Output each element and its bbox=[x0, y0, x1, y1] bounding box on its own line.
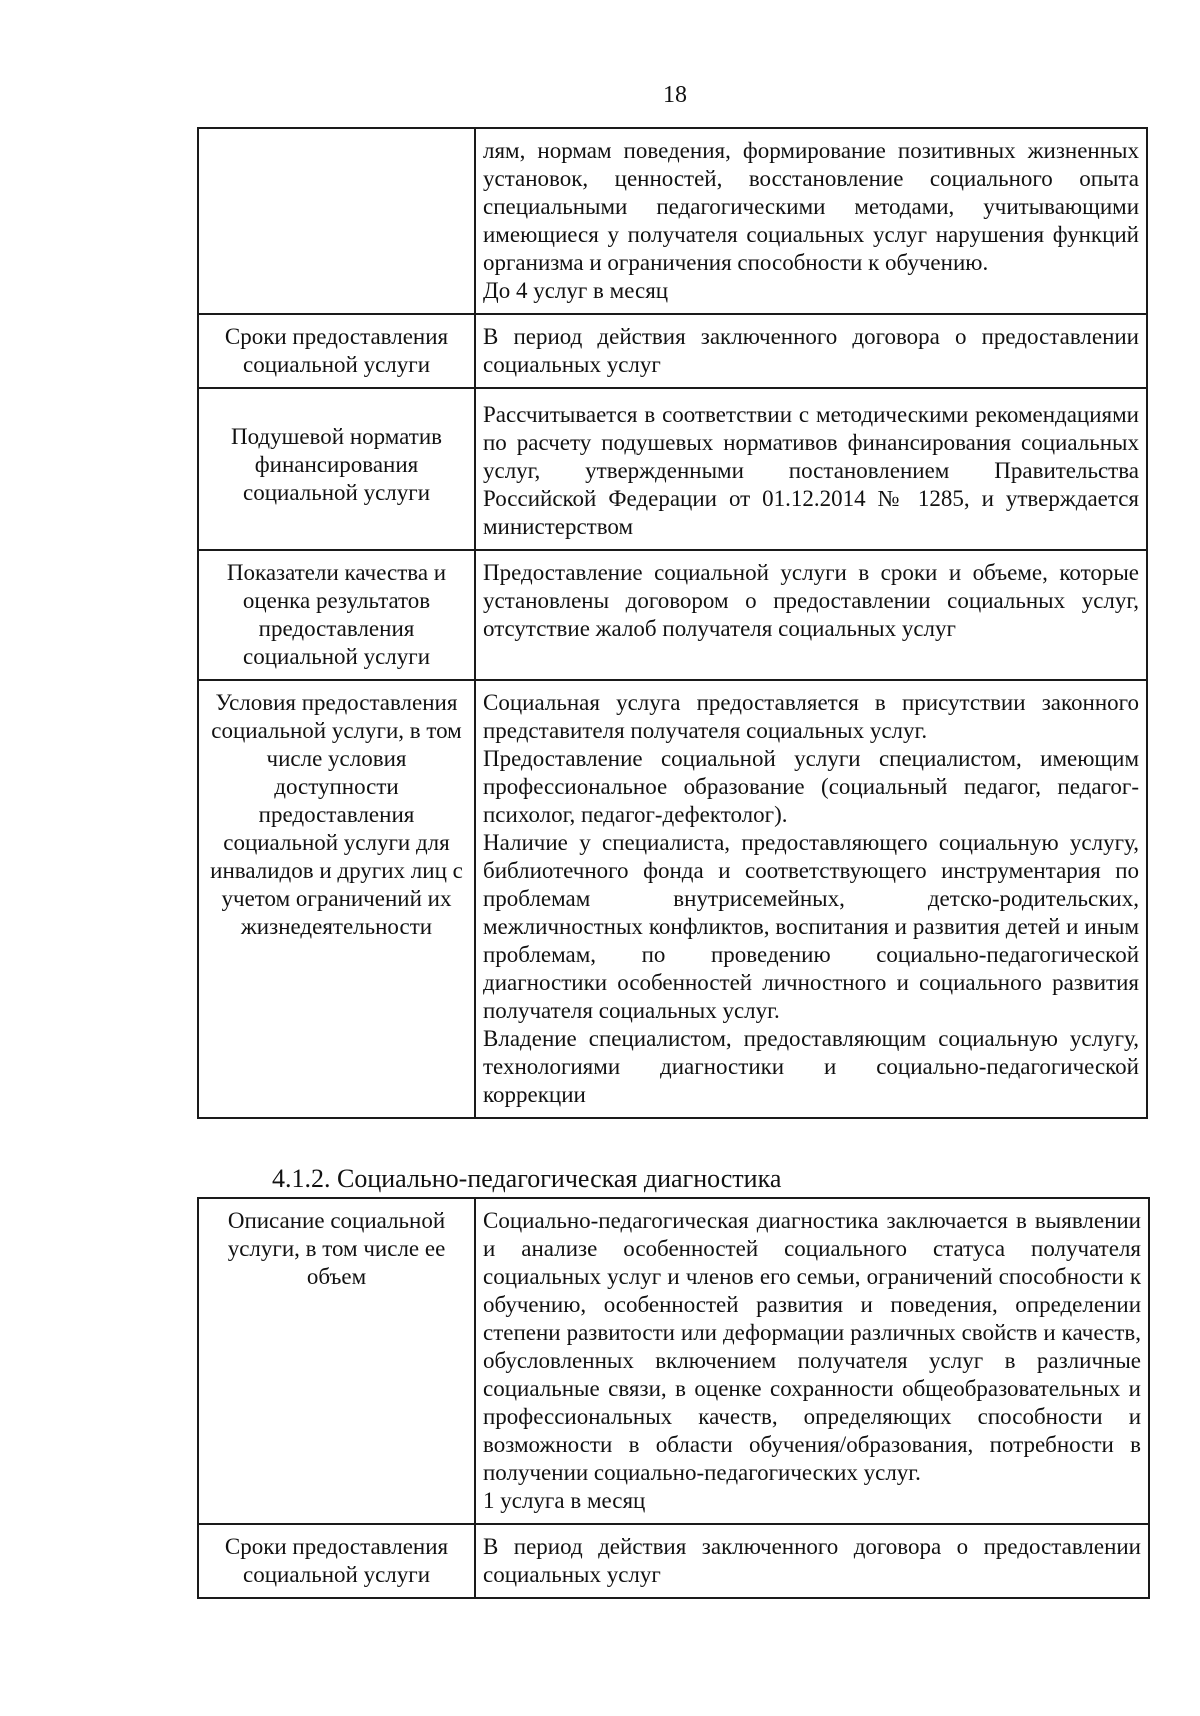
table-row-service-terms bbox=[198, 1524, 1149, 1598]
table-row-service-terms bbox=[198, 314, 1147, 388]
text-paragraph: Наличие у специалиста, предоставляющего социальную услугу, библиотечного фонда и соответствующего инструментария по проблемам внутрисемейных, детско-родительских, межличностных конфликтов, воспитания и развития детей и иным проблемам, по проведению социально-педагогической диагностики особенностей личностного и социального развития получателя социальных услуг. bbox=[483, 830, 1139, 1023]
text-paragraph: В период действия заключенного договора о предоставлении социальных услуг bbox=[483, 324, 1139, 377]
text-paragraph: Предоставление социальной услуги специалистом, имеющим профессиональное образование (социальный педагог, педагог-психолог, педагог-дефектолог). bbox=[483, 746, 1139, 827]
row-text bbox=[475, 314, 1147, 388]
text-paragraph: До 4 услуг в месяц bbox=[483, 278, 669, 303]
service-table-continued bbox=[197, 127, 1148, 1119]
text-paragraph: В период действия заключенного договора о предоставлении социальных услуг bbox=[483, 1534, 1141, 1587]
table-row-description-continued bbox=[198, 128, 1147, 314]
row-label: Показатели качества и оценка результатов предоставления социальной услуги bbox=[198, 550, 475, 680]
service-table-diagnostics bbox=[197, 1197, 1150, 1599]
row-label: Описание социальной услуги, в том числе ее объем bbox=[198, 1198, 475, 1524]
page-number: 18 bbox=[663, 82, 687, 108]
row-label: Подушевой норматив финансирования социальной услуги bbox=[198, 388, 475, 550]
row-text bbox=[475, 388, 1147, 550]
table-row-financing-norm bbox=[198, 388, 1147, 550]
table-row-service-description bbox=[198, 1198, 1149, 1524]
text-paragraph: 1 услуга в месяц bbox=[483, 1488, 646, 1513]
row-text bbox=[475, 1198, 1149, 1524]
row-label: Условия предоставления социальной услуги, в том числе условия доступности предоставления социальной услуги для инвалидов и других лиц с учетом ограничений их жизнедеятельности bbox=[198, 680, 475, 1118]
text-paragraph: Рассчитывается в соответствии с методическими рекомендациями по расчету подушевых нормативов финансирования социальных услуг, утвержденными постановлением Правительства Российской Федерации от 01.12.2014 № 1285, и утверждается министерством bbox=[483, 402, 1139, 539]
text-paragraph: Владение специалистом, предоставляющим социальную услугу, технологиями диагностики и социально-педагогической коррекции bbox=[483, 1026, 1139, 1107]
row-label: Сроки предоставления социальной услуги bbox=[198, 1524, 475, 1598]
row-text bbox=[475, 1524, 1149, 1598]
row-label: Сроки предоставления социальной услуги bbox=[198, 314, 475, 388]
row-text bbox=[475, 550, 1147, 680]
section-heading: 4.1.2. Социально-педагогическая диагностика bbox=[272, 1164, 782, 1193]
text-paragraph: Социальная услуга предоставляется в присутствии законного представителя получателя социальных услуг. bbox=[483, 690, 1139, 743]
table-row-quality-indicators bbox=[198, 550, 1147, 680]
table-row-service-conditions bbox=[198, 680, 1147, 1118]
text-paragraph: лям, нормам поведения, формирование позитивных жизненных установок, ценностей, восстановление социального опыта специальными педагогическими методами, учитывающими имеющиеся у получателя социальных услуг нарушения функций организма и ограничения способности к обучению. bbox=[483, 138, 1139, 275]
text-paragraph: Социально-педагогическая диагностика заключается в выявлении и анализе особенностей социального статуса получателя социальных услуг и членов его семьи, ограничений способности к обучению, особенностей развития и поведения, определении степени развитости или деформации различных свойств и качеств, обусловленных включением получателя услуг в различные социальные связи, в оценке сохранности общеобразовательных и профессиональных качеств, определяющих способности и возможности в области обучения/образования, потребности в получении социально-педагогических услуг. bbox=[483, 1208, 1141, 1485]
row-text bbox=[475, 680, 1147, 1118]
row-text bbox=[475, 128, 1147, 314]
row-label bbox=[198, 128, 475, 314]
text-paragraph: Предоставление социальной услуги в сроки и объеме, которые установлены договором о предоставлении социальных услуг, отсутствие жалоб получателя социальных услуг bbox=[483, 560, 1139, 641]
